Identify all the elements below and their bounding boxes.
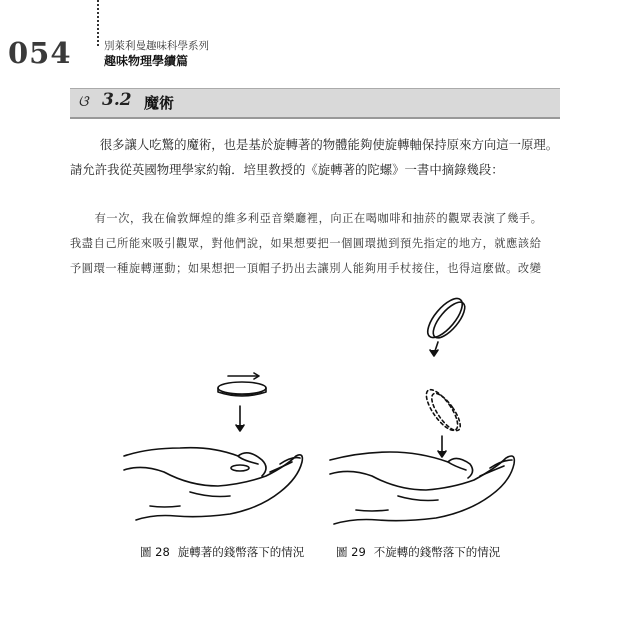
figure-caption-text: 不旋轉的錢幣落下的情況 bbox=[373, 545, 501, 559]
figure-caption-text: 旋轉著的錢幣落下的情況 bbox=[177, 545, 305, 559]
quoted-paragraph bbox=[70, 206, 565, 281]
body-line: 很多讓人吃驚的魔術，也是基於旋轉著的物體能夠使旋轉軸保持原來方向這一原理。 bbox=[99, 137, 559, 152]
quote-line: 予圓環一種旋轉運動；如果想把一頂帽子扔出去讓別人能夠用手杖接住，也得這麼做。改變 bbox=[70, 262, 542, 275]
page-number: 054 bbox=[8, 36, 72, 70]
figure-29-illustration bbox=[320, 292, 540, 538]
figure-number: 圖 28 bbox=[140, 545, 170, 559]
section-number: 3.2 bbox=[102, 90, 132, 110]
figure-29-caption bbox=[336, 544, 500, 560]
coin-icon bbox=[218, 382, 266, 394]
body-paragraph bbox=[70, 132, 565, 182]
figure-number: 圖 29 bbox=[336, 545, 366, 559]
series-name: 別萊利曼趣味科學系列 bbox=[104, 40, 209, 52]
quote-line: 有一次，我在倫敦輝煌的維多利亞音樂廳裡，向正在喝咖啡和抽菸的觀眾表演了幾手。 bbox=[94, 212, 543, 225]
header-dotted-line bbox=[97, 0, 99, 46]
body-line: 請允許我從英國物理學家約翰．培里教授的《旋轉著的陀螺》一書中摘錄幾段： bbox=[70, 162, 504, 177]
quote-line: 我盡自己所能來吸引觀眾，對他們說，如果想要把一個圓環拋到預先指定的地方，就應該給 bbox=[70, 237, 542, 250]
figure-28-caption bbox=[140, 544, 304, 560]
figure-28-illustration bbox=[120, 368, 310, 538]
book-title: 趣味物理學續篇 bbox=[104, 54, 189, 68]
section-title: 魔術 bbox=[144, 94, 175, 112]
section-ornament-icon: ଓ bbox=[78, 92, 89, 110]
